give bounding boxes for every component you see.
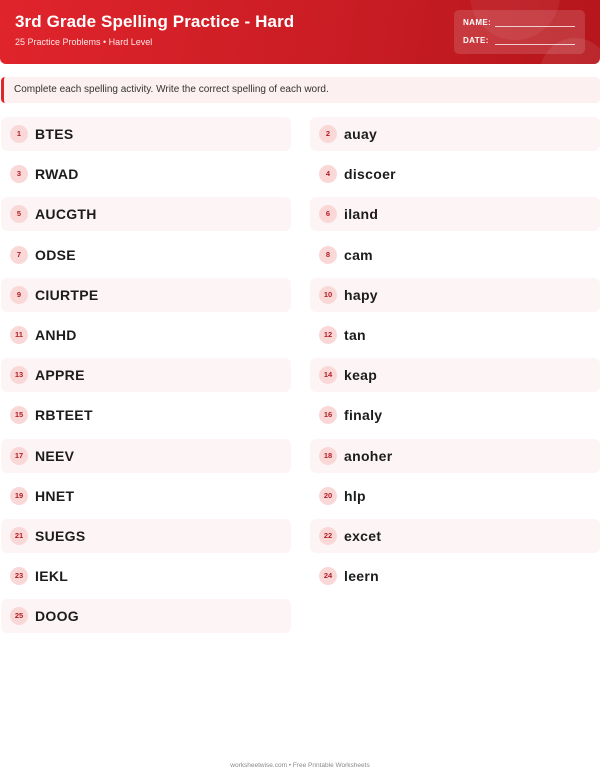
- name-date-box: [454, 10, 585, 54]
- scrambled-word: SUEGS: [35, 528, 86, 544]
- problem-item: [310, 519, 600, 553]
- scrambled-word: anoher: [344, 447, 393, 464]
- scrambled-word: excet: [344, 528, 382, 544]
- problem-number-badge: 15: [10, 406, 28, 424]
- name-field[interactable]: [463, 18, 491, 27]
- scrambled-word: AUCGTH: [35, 206, 97, 223]
- date-line: [495, 44, 575, 45]
- problem-number-badge: 10: [319, 286, 337, 304]
- problem-number-badge: 5: [10, 205, 28, 223]
- problem-number-badge: 11: [10, 326, 28, 344]
- scrambled-word: BTES: [35, 126, 74, 142]
- instructions-text: Complete each spelling activity. Write the correct spelling of each word.: [14, 84, 329, 95]
- scrambled-word: HNET: [35, 487, 75, 504]
- problem-item: [1, 197, 291, 231]
- problem-number-badge: 22: [319, 527, 337, 545]
- problem-item: [310, 278, 600, 312]
- problem-number-badge: 16: [319, 406, 337, 424]
- scrambled-word: RWAD: [35, 166, 79, 183]
- problem-item: [310, 479, 600, 513]
- footer-text: worksheetwise.com • Free Printable Worksheets: [230, 762, 370, 769]
- problem-item: [1, 439, 291, 473]
- instructions-banner: [1, 77, 600, 103]
- problem-item: [1, 238, 291, 272]
- problem-number-badge: 6: [319, 205, 337, 223]
- name-label: NAME:: [463, 18, 492, 27]
- problem-number-badge: 19: [10, 487, 28, 505]
- scrambled-word: CIURTPE: [35, 286, 99, 303]
- scrambled-word: finaly: [344, 407, 383, 424]
- problem-item: [1, 559, 291, 593]
- page-subtitle: 25 Practice Problems • Hard Level: [15, 37, 153, 47]
- scrambled-word: leern: [344, 568, 379, 585]
- date-label: DATE:: [463, 36, 489, 45]
- scrambled-word: auay: [344, 126, 378, 142]
- problem-item: [310, 238, 600, 272]
- problem-number-badge: 7: [10, 246, 28, 264]
- problem-number-badge: 17: [10, 447, 28, 465]
- scrambled-word: ANHD: [35, 327, 77, 343]
- problem-item: [1, 398, 291, 432]
- problem-number-badge: 21: [10, 527, 28, 545]
- problem-number-badge: 24: [319, 567, 337, 585]
- problem-item: [310, 197, 600, 231]
- scrambled-word: iland: [344, 206, 379, 223]
- scrambled-word: tan: [344, 327, 366, 343]
- problem-item: [1, 278, 291, 312]
- scrambled-word: RBTEET: [35, 407, 93, 424]
- problem-item: [310, 398, 600, 432]
- scrambled-word: ODSE: [35, 246, 76, 263]
- problem-number-badge: 3: [10, 165, 28, 183]
- scrambled-word: NEEV: [35, 447, 75, 464]
- problem-item: [1, 358, 291, 392]
- problem-number-badge: 8: [319, 246, 337, 264]
- problem-item: [310, 157, 600, 191]
- scrambled-word: DOOG: [35, 608, 79, 625]
- problem-number-badge: 25: [10, 607, 28, 625]
- scrambled-word: hlp: [344, 487, 366, 504]
- scrambled-word: cam: [344, 246, 373, 263]
- scrambled-word: keap: [344, 367, 378, 384]
- problem-item: [1, 318, 291, 352]
- scrambled-word: hapy: [344, 286, 378, 303]
- problem-item: [310, 559, 600, 593]
- problem-item: [1, 479, 291, 513]
- date-field[interactable]: [463, 36, 489, 45]
- worksheet-header: [0, 0, 600, 64]
- problem-item: [1, 519, 291, 553]
- problem-item: [310, 439, 600, 473]
- scrambled-word: APPRE: [35, 367, 85, 384]
- problem-number-badge: 12: [319, 326, 337, 344]
- problem-item: [310, 117, 600, 151]
- problem-number-badge: 9: [10, 286, 28, 304]
- problem-number-badge: 20: [319, 487, 337, 505]
- problem-number-badge: 2: [319, 125, 337, 143]
- problem-number-badge: 18: [319, 447, 337, 465]
- problem-number-badge: 23: [10, 567, 28, 585]
- problem-number-badge: 13: [10, 366, 28, 384]
- problem-item: [1, 117, 291, 151]
- scrambled-word: IEKL: [35, 568, 69, 585]
- problem-number-badge: 14: [319, 366, 337, 384]
- problem-item: [310, 318, 600, 352]
- page-title: 3rd Grade Spelling Practice - Hard: [15, 12, 295, 31]
- name-line: [495, 26, 575, 27]
- problem-item: [1, 599, 291, 633]
- problem-item: [1, 157, 291, 191]
- problem-number-badge: 1: [10, 125, 28, 143]
- scrambled-word: discoer: [344, 166, 396, 183]
- problem-number-badge: 4: [319, 165, 337, 183]
- problem-item: [310, 358, 600, 392]
